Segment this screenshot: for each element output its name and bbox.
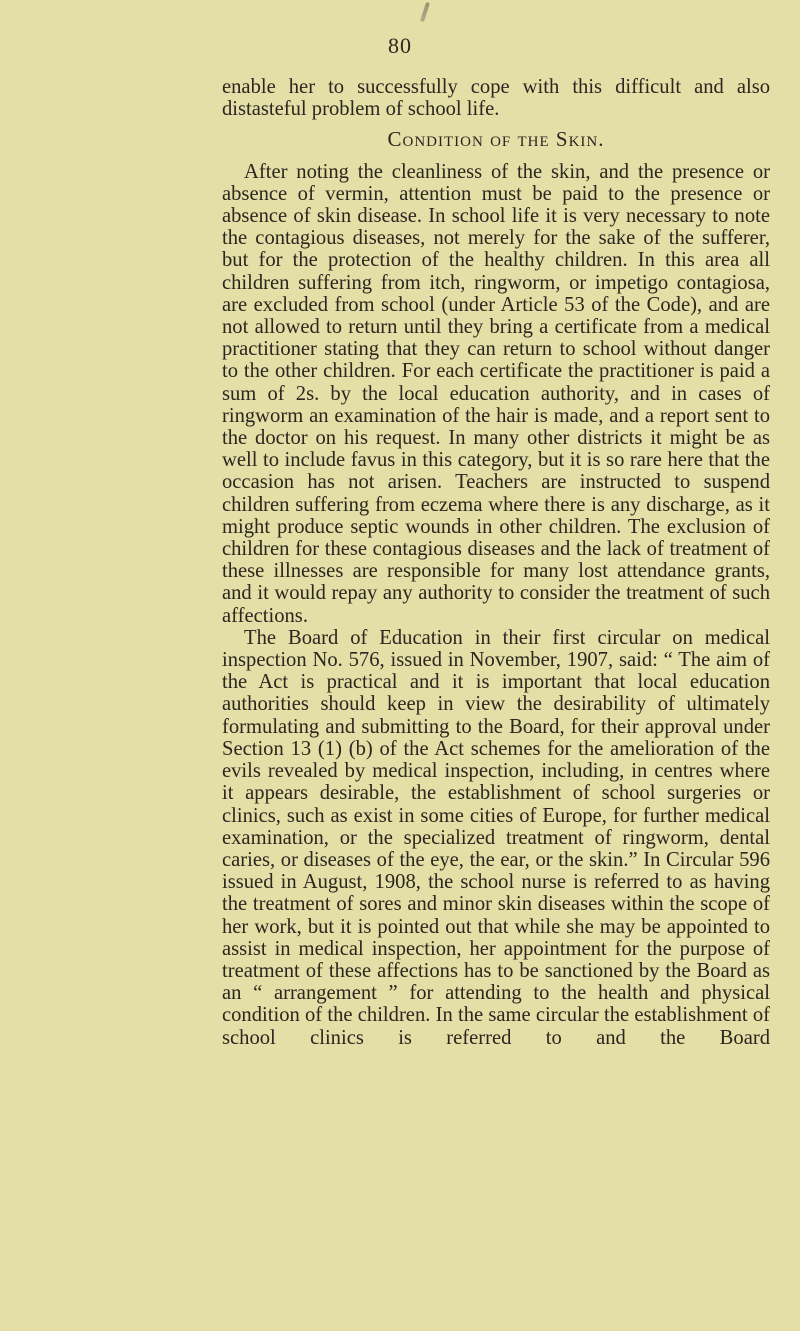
page-body — [222, 76, 770, 1049]
paragraph-board-of-education: The Board of Education in their first circular on medical inspection No. 576, issued in November, 1907, said: “ The aim of the Act is practical and it is important that local education authorities should keep in view the desirability of ultimately formulating and submitting to the Board, for their approval under Section 13 (1) (b) of the Act schemes for the amelioration of the evils revealed by medical inspection, including, in centres where it appears desirable, the establishment of school surgeries or clinics, such as exist in some cities of Europe, for further medical examination, or the specialized treatment of ringworm, dental caries, or diseases of the eye, the ear, or the skin.” In Circular 596 issued in August, 1908, the school nurse is referred to as having the treatment of sores and minor skin diseases within the scope of her work, but it is pointed out that while she may be appointed to assist in medical inspection, her appointment for the purpose of treatment of these affections has to be sanctioned by the Board as an “ arrangement ” for attending to the health and physical condition of the children. In the same circular the establishment of school clinics is referred to and the Board — [222, 626, 770, 1049]
pencil-mark — [420, 2, 430, 22]
section-heading: Condition of the Skin. — [387, 127, 605, 152]
page-number: 80 — [388, 33, 412, 58]
opening-paragraph: enable her to successfully cope with this difficult and also distasteful problem of school life. — [222, 76, 770, 121]
paragraph-skin-disease: After noting the cleanliness of the skin, and the presence or absence of vermin, attention must be paid to the presence or absence of skin disease. In school life it is very necessary to note the contagious diseases, not merely for the sake of the sufferer, but for the protection of the healthy children. In this area all children suffering from itch, ringworm, or impetigo contagiosa, are excluded from school (under Article 53 of the Code), and are not allowed to return until they bring a certificate from a medical practitioner stating that they can return to school without danger to the other children. For each certificate the practitioner is paid a sum of 2s. by the local education authority, and in cases of ringworm an examination of the hair is made, and a report sent to the doctor on his request. In many other districts it might be as well to include favus in this category, but it is so rare here that the occasion has not arisen. Teachers are instructed to suspend children suffering from eczema where there is any discharge, as it might produce septic wounds in other children. The exclusion of children for these contagious diseases and the lack of treatment of these illnesses are responsible for many lost attendance grants, and it would repay any authority to consider the treatment of such affections. — [222, 160, 770, 627]
